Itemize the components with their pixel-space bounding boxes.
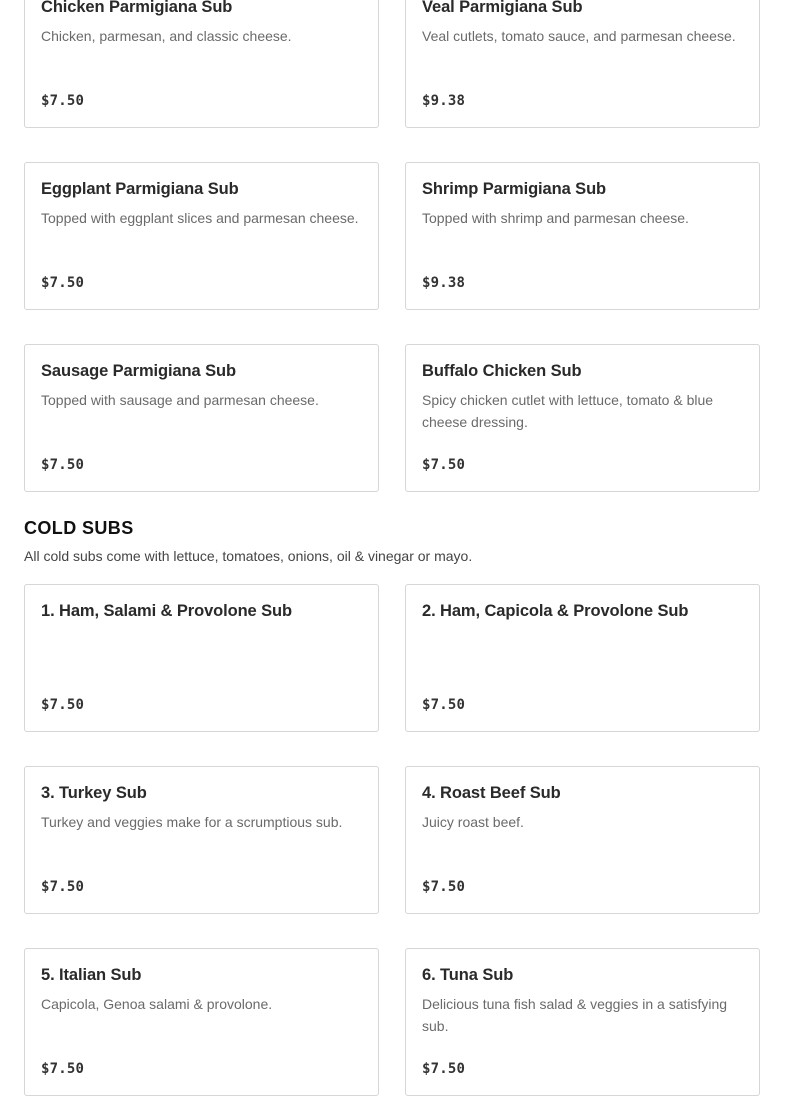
- menu-item-name: 4. Roast Beef Sub: [422, 784, 561, 802]
- menu-item-price: $7.50: [41, 697, 85, 713]
- menu-item-price: $7.50: [422, 1061, 466, 1077]
- menu-item-description: Juicy roast beef.: [422, 814, 524, 830]
- menu-item-card[interactable]: [405, 584, 760, 732]
- menu-item-price: $7.50: [41, 1061, 85, 1077]
- menu-item-description: Turkey and veggies make for a scrumptious sub.: [41, 814, 343, 830]
- menu-item-description: Veal cutlets, tomato sauce, and parmesan cheese.: [422, 28, 736, 44]
- menu-item-price: $7.50: [422, 879, 466, 895]
- menu-item-name: 6. Tuna Sub: [422, 966, 514, 984]
- menu-item-card[interactable]: [24, 162, 379, 310]
- menu-item-card[interactable]: [24, 766, 379, 914]
- menu-item-card[interactable]: [405, 0, 760, 128]
- menu-item-description: Spicy chicken cutlet with lettuce, tomato & blue cheese dressing.: [422, 392, 714, 430]
- menu-item-description: Capicola, Genoa salami & provolone.: [41, 996, 273, 1012]
- menu-item-name: Shrimp Parmigiana Sub: [422, 180, 607, 198]
- menu-item-description: Topped with shrimp and parmesan cheese.: [422, 210, 689, 226]
- menu-item-description: Topped with sausage and parmesan cheese.: [41, 392, 319, 408]
- menu-item-card[interactable]: [24, 948, 379, 1096]
- menu-item-price: $7.50: [41, 879, 85, 895]
- menu-item-card[interactable]: [405, 162, 760, 310]
- menu-item-name: 5. Italian Sub: [41, 966, 142, 984]
- menu-item-price: $7.50: [41, 93, 85, 109]
- menu-item-description: Delicious tuna fish salad & veggies in a satisfying sub.: [422, 996, 728, 1034]
- menu-item-name: 2. Ham, Capicola & Provolone Sub: [422, 602, 689, 620]
- section-description: All cold subs come with lettuce, tomatoes, onions, oil & vinegar or mayo.: [24, 548, 473, 564]
- menu-item-card[interactable]: [405, 766, 760, 914]
- menu-item-name: Eggplant Parmigiana Sub: [41, 180, 239, 198]
- menu-item-name: Buffalo Chicken Sub: [422, 362, 582, 380]
- menu-item-price: $7.50: [422, 697, 466, 713]
- menu-item-description: Topped with eggplant slices and parmesan cheese.: [41, 210, 359, 226]
- menu-item-card[interactable]: [24, 0, 379, 128]
- menu-item-price: $9.38: [422, 93, 466, 109]
- menu-item-price: $7.50: [41, 457, 85, 473]
- menu-item-name: 1. Ham, Salami & Provolone Sub: [41, 602, 292, 620]
- menu-item-name: Sausage Parmigiana Sub: [41, 362, 236, 380]
- menu-item-name: 3. Turkey Sub: [41, 784, 147, 802]
- menu-item-card[interactable]: [405, 948, 760, 1096]
- menu-item-price: $9.38: [422, 275, 466, 291]
- menu-item-description: Chicken, parmesan, and classic cheese.: [41, 28, 292, 44]
- menu-item-name: Chicken Parmigiana Sub: [41, 0, 233, 16]
- section-title: COLD SUBS: [24, 518, 134, 538]
- menu-item-card[interactable]: [405, 344, 760, 492]
- menu-item-name: Veal Parmigiana Sub: [422, 0, 583, 16]
- menu-item-price: $7.50: [41, 275, 85, 291]
- menu-item-card[interactable]: [24, 584, 379, 732]
- menu-item-price: $7.50: [422, 457, 466, 473]
- menu-item-card[interactable]: [24, 344, 379, 492]
